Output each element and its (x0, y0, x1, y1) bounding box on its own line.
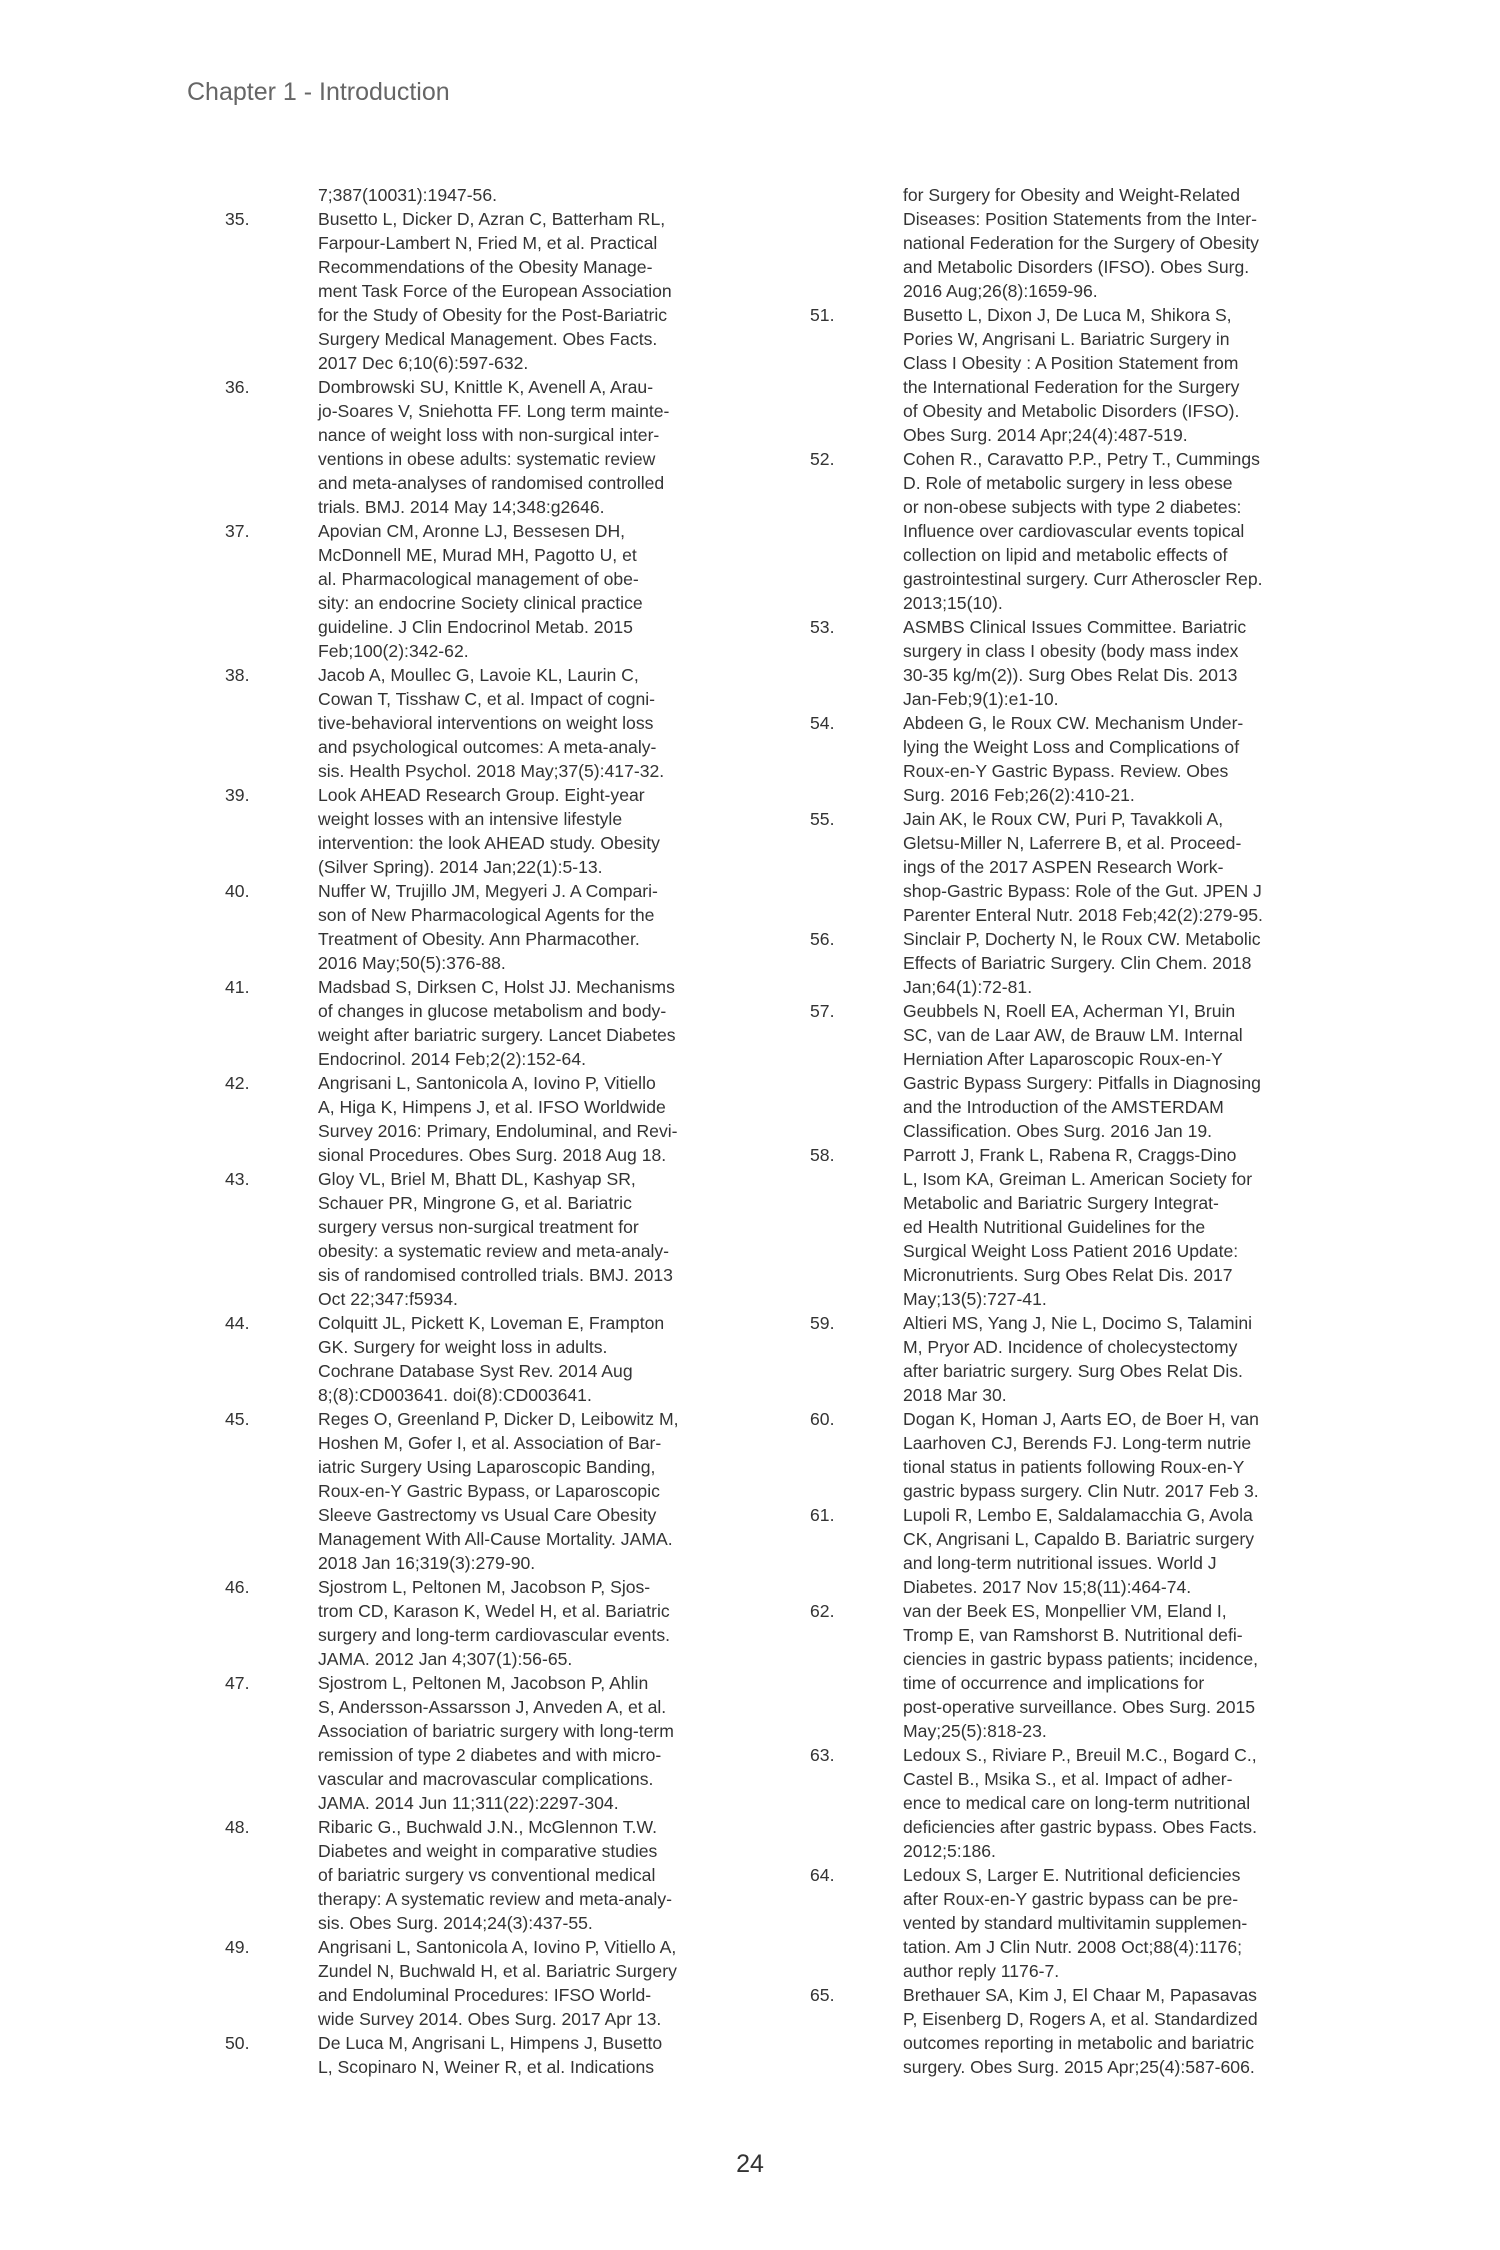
reference-item (810, 303, 1350, 447)
reference-column-left (225, 183, 765, 2079)
reference-item (225, 519, 765, 663)
reference-text: van der Beek ES, Monpellier VM, Eland I, Tromp E, van Ramshorst B. Nutritional defi- ciencies in gastric bypass patients; incidence, time of occurrence and implications for post-operative surveillance. Obes Surg. 2015 May;25(5):818-23. (903, 1601, 1258, 1741)
reference-number: 37. (225, 521, 250, 541)
reference-text: ASMBS Clinical Issues Committee. Bariatric surgery in class I obesity (body mass index 30-35 kg/m(2)). Surg Obes Relat Dis. 2013 Jan-Feb;9(1):e1-10. (903, 617, 1247, 709)
reference-text: Sjostrom L, Peltonen M, Jacobson P, Ahlin S, Andersson-Assarsson J, Anveden A, et al. Association of bariatric surgery with long-term remission of type 2 diabetes and with micro- vascular and macrovascular complications. JAMA. 2014 Jun 11;311(22):2297-304. (318, 1673, 674, 1813)
reference-number: 55. (810, 809, 835, 829)
reference-item (810, 1983, 1350, 2079)
reference-text: Jacob A, Moullec G, Lavoie KL, Laurin C, Cowan T, Tisshaw C, et al. Impact of cogni- tive-behavioral interventions on weight loss and psychological outcomes: A meta-analy- sis. Health Psychol. 2018 May;37(5):417-32. (318, 665, 665, 781)
reference-text: 7;387(10031):1947-56. (318, 185, 498, 205)
reference-text: Ledoux S, Larger E. Nutritional deficiencies after Roux-en-Y gastric bypass can be pre- vented by standard multivitamin supplemen- tation. Am J Clin Nutr. 2008 Oct;88(4):1176; author reply 1176-7. (903, 1865, 1248, 1981)
reference-item (225, 663, 765, 783)
reference-text: Abdeen G, le Roux CW. Mechanism Under- lying the Weight Loss and Complications of Roux-en-Y Gastric Bypass. Review. Obes Surg. 2016 Feb;26(2):410-21. (903, 713, 1244, 805)
reference-text: Busetto L, Dicker D, Azran C, Batterham RL, Farpour-Lambert N, Fried M, et al. Practical Recommendations of the Obesity Manage- ment Task Force of the European Association for the Study of Obesity for the Post-Bariatric Surgery Medical Management. Obes Facts. 2017 Dec 6;10(6):597-632. (318, 209, 672, 373)
reference-text: Sjostrom L, Peltonen M, Jacobson P, Sjos- trom CD, Karason K, Wedel H, et al. Bariatric surgery and long-term cardiovascular events. JAMA. 2012 Jan 4;307(1):56-65. (318, 1577, 671, 1669)
reference-item (225, 1671, 765, 1815)
reference-item (225, 1935, 765, 2031)
reference-text: Geubbels N, Roell EA, Acherman YI, Bruin SC, van de Laar AW, de Brauw LM. Internal Herniation After Laparoscopic Roux-en-Y Gastric Bypass Surgery: Pitfalls in Diagnosing and the Introduction of the AMSTERDAM Classification. Obes Surg. 2016 Jan 19. (903, 1001, 1261, 1141)
reference-text: Brethauer SA, Kim J, El Chaar M, Papasavas P, Eisenberg D, Rogers A, et al. Standardized outcomes reporting in metabolic and bariatric surgery. Obes Surg. 2015 Apr;25(4):587-606. (903, 1985, 1258, 2077)
reference-text: Madsbad S, Dirksen C, Holst JJ. Mechanisms of changes in glucose metabolism and body- weight after bariatric surgery. Lancet Diabetes Endocrinol. 2014 Feb;2(2):152-64. (318, 977, 676, 1069)
reference-number: 59. (810, 1313, 835, 1333)
reference-item (810, 1503, 1350, 1599)
reference-text: Cohen R., Caravatto P.P., Petry T., Cummings D. Role of metabolic surgery in less obese or non-obese subjects with type 2 diabetes: Influence over cardiovascular events topical collection on lipid and metabolic effects of gastrointestinal surgery. Curr Atheroscler Rep. 2013;15(10). (903, 449, 1263, 613)
reference-item (810, 183, 1350, 303)
reference-item (225, 1575, 765, 1671)
reference-number: 50. (225, 2033, 250, 2053)
reference-item (225, 207, 765, 375)
page-number: 24 (736, 2150, 764, 2178)
reference-column-right (810, 183, 1350, 2079)
reference-number: 45. (225, 1409, 250, 1429)
reference-item (810, 1863, 1350, 1983)
reference-item (810, 807, 1350, 927)
reference-number: 40. (225, 881, 250, 901)
reference-item (810, 615, 1350, 711)
reference-number: 39. (225, 785, 250, 805)
reference-number: 42. (225, 1073, 250, 1093)
reference-item (225, 1167, 765, 1311)
reference-item (225, 1071, 765, 1167)
reference-number: 43. (225, 1169, 250, 1189)
reference-item (225, 783, 765, 879)
reference-text: Apovian CM, Aronne LJ, Bessesen DH, McDonnell ME, Murad MH, Pagotto U, et al. Pharmacological management of obe- sity: an endocrine Society clinical practice guideline. J Clin Endocrinol Metab. 2015 Feb;100(2):342-62. (318, 521, 643, 661)
reference-text: Ledoux S., Riviare P., Breuil M.C., Bogard C., Castel B., Msika S., et al. Impact of adher- ence to medical care on long-term nutritional deficiencies after gastric bypass. Obes Facts. 2012;5:186. (903, 1745, 1257, 1861)
reference-number: 49. (225, 1937, 250, 1957)
reference-number: 58. (810, 1145, 835, 1165)
reference-number: 53. (810, 617, 835, 637)
reference-item (225, 1311, 765, 1407)
reference-number: 65. (810, 1985, 835, 2005)
reference-text: Dombrowski SU, Knittle K, Avenell A, Arau- jo-Soares V, Sniehotta FF. Long term mainte- nance of weight loss with non-surgical inter- ventions in obese adults: systematic review and meta-analyses of randomised controlled trials. BMJ. 2014 May 14;348:g2646. (318, 377, 670, 517)
reference-number: 52. (810, 449, 835, 469)
reference-text: Sinclair P, Docherty N, le Roux CW. Metabolic Effects of Bariatric Surgery. Clin Chem. 2018 Jan;64(1):72-81. (903, 929, 1261, 997)
reference-item (225, 1407, 765, 1575)
reference-item (225, 1815, 765, 1935)
reference-number: 38. (225, 665, 250, 685)
reference-text: Reges O, Greenland P, Dicker D, Leibowitz M, Hoshen M, Gofer I, et al. Association of Bar- iatric Surgery Using Laparoscopic Banding, Roux-en-Y Gastric Bypass, or Laparoscopic Sleeve Gastrectomy vs Usual Care Obesity Management With All-Cause Mortality. JAMA. 2018 Jan 16;319(3):279-90. (318, 1409, 679, 1573)
reference-number: 47. (225, 1673, 250, 1693)
reference-text: Nuffer W, Trujillo JM, Megyeri J. A Compari- son of New Pharmacological Agents for the Treatment of Obesity. Ann Pharmacother. 2016 May;50(5):376-88. (318, 881, 658, 973)
reference-item (810, 1599, 1350, 1743)
reference-item (810, 927, 1350, 999)
reference-number: 57. (810, 1001, 835, 1021)
reference-number: 44. (225, 1313, 250, 1333)
reference-text: Lupoli R, Lembo E, Saldalamacchia G, Avola CK, Angrisani L, Capaldo B. Bariatric surgery and long-term nutritional issues. World J Diabetes. 2017 Nov 15;8(11):464-74. (903, 1505, 1255, 1597)
reference-number: 35. (225, 209, 250, 229)
reference-number: 64. (810, 1865, 835, 1885)
reference-number: 60. (810, 1409, 835, 1429)
reference-item (225, 375, 765, 519)
reference-text: De Luca M, Angrisani L, Himpens J, Busetto L, Scopinaro N, Weiner R, et al. Indications (318, 2033, 663, 2077)
reference-number: 46. (225, 1577, 250, 1597)
reference-number: 36. (225, 377, 250, 397)
reference-text: Gloy VL, Briel M, Bhatt DL, Kashyap SR, Schauer PR, Mingrone G, et al. Bariatric surgery versus non-surgical treatment for obesity: a systematic review and meta-analy- sis of randomised controlled trials. BMJ. 2013 Oct 22;347:f5934. (318, 1169, 673, 1309)
reference-text: Angrisani L, Santonicola A, Iovino P, Vitiello A, Higa K, Himpens J, et al. IFSO Worldwide Survey 2016: Primary, Endoluminal, and Revi- sional Procedures. Obes Surg. 2018 Aug 18. (318, 1073, 678, 1165)
reference-number: 41. (225, 977, 250, 997)
reference-number: 62. (810, 1601, 835, 1621)
reference-text: Ribaric G., Buchwald J.N., McGlennon T.W. Diabetes and weight in comparative studies of bariatric surgery vs conventional medical therapy: A systematic review and meta-analy- sis. Obes Surg. 2014;24(3):437-55. (318, 1817, 672, 1933)
reference-text: Jain AK, le Roux CW, Puri P, Tavakkoli A, Gletsu-Miller N, Laferrere B, et al. Proceed- ings of the 2017 ASPEN Research Work- shop-Gastric Bypass: Role of the Gut. JPEN J Parenter Enteral Nutr. 2018 Feb;42(2):279-95. (903, 809, 1263, 925)
chapter-header: Chapter 1 - Introduction (187, 78, 450, 106)
reference-item (810, 1311, 1350, 1407)
reference-number: 51. (810, 305, 835, 325)
reference-item (810, 1743, 1350, 1863)
reference-number: 56. (810, 929, 835, 949)
reference-item (225, 2031, 765, 2079)
reference-text: Parrott J, Frank L, Rabena R, Craggs-Dino L, Isom KA, Greiman L. American Society for Metabolic and Bariatric Surgery Integrat- ed Health Nutritional Guidelines for the Surgical Weight Loss Patient 2016 Update: Micronutrients. Surg Obes Relat Dis. 2017 May;13(5):727-41. (903, 1145, 1253, 1309)
reference-text: Busetto L, Dixon J, De Luca M, Shikora S, Pories W, Angrisani L. Bariatric Surgery in Class I Obesity : A Position Statement from the International Federation for the Surgery of Obesity and Metabolic Disorders (IFSO). Obes Surg. 2014 Apr;24(4):487-519. (903, 305, 1240, 445)
reference-item (225, 975, 765, 1071)
reference-number: 63. (810, 1745, 835, 1765)
reference-number: 54. (810, 713, 835, 733)
reference-item (225, 183, 765, 207)
reference-item (810, 1407, 1350, 1503)
reference-item (810, 711, 1350, 807)
reference-number: 48. (225, 1817, 250, 1837)
reference-text: Colquitt JL, Pickett K, Loveman E, Frampton GK. Surgery for weight loss in adults. Cochrane Database Syst Rev. 2014 Aug 8;(8):CD003641. doi(8):CD003641. (318, 1313, 665, 1405)
reference-text: Dogan K, Homan J, Aarts EO, de Boer H, van Laarhoven CJ, Berends FJ. Long-term nutrie tional status in patients following Roux-en-Y gastric bypass surgery. Clin Nutr. 2017 Feb 3. (903, 1409, 1259, 1501)
reference-item (225, 879, 765, 975)
reference-item (810, 447, 1350, 615)
reference-item (810, 1143, 1350, 1311)
reference-text: for Surgery for Obesity and Weight-Related Diseases: Position Statements from the Inter- national Federation for the Surgery of Obesity and Metabolic Disorders (IFSO). Obes Surg. 2016 Aug;26(8):1659-96. (903, 185, 1259, 301)
reference-text: Angrisani L, Santonicola A, Iovino P, Vitiello A, Zundel N, Buchwald H, et al. Bariatric Surgery and Endoluminal Procedures: IFSO World- wide Survey 2014. Obes Surg. 2017 Apr 13. (318, 1937, 677, 2029)
reference-text: Altieri MS, Yang J, Nie L, Docimo S, Talamini M, Pryor AD. Incidence of cholecystectomy after bariatric surgery. Surg Obes Relat Dis. 2018 Mar 30. (903, 1313, 1253, 1405)
reference-number: 61. (810, 1505, 835, 1525)
reference-item (810, 999, 1350, 1143)
reference-text: Look AHEAD Research Group. Eight-year weight losses with an intensive lifestyle intervention: the look AHEAD study. Obesity (Silver Spring). 2014 Jan;22(1):5-13. (318, 785, 660, 877)
